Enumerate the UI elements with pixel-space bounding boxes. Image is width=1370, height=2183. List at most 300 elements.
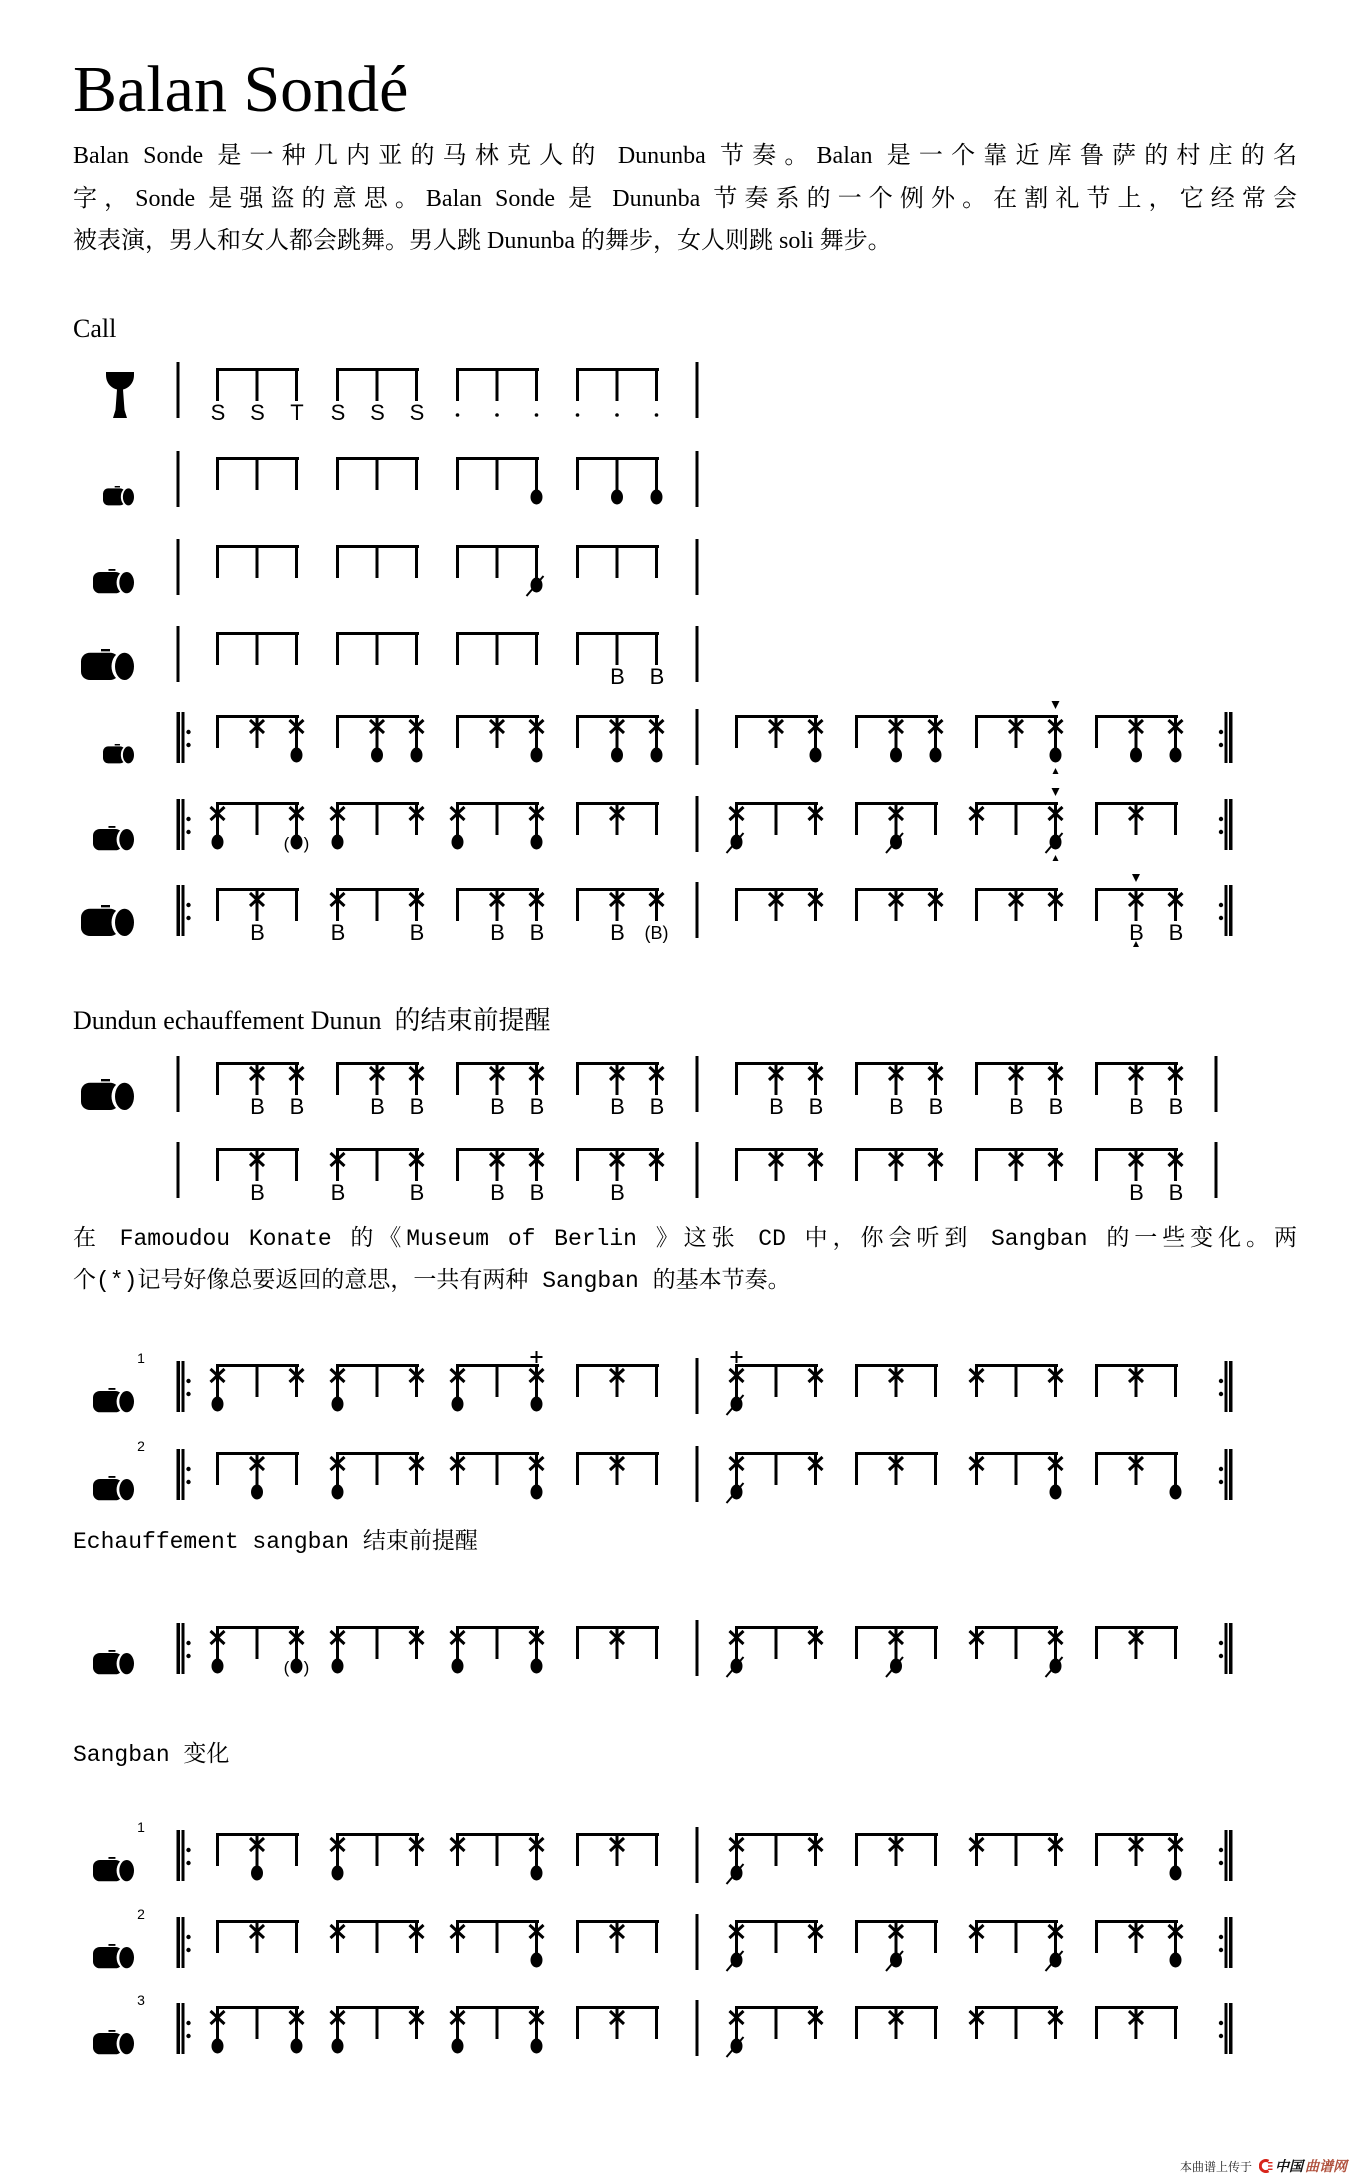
- note: [1046, 1920, 1063, 1971]
- stem: [1015, 888, 1018, 921]
- note: [809, 1148, 823, 1181]
- note: [576, 1452, 579, 1485]
- beat-group: [727, 802, 823, 853]
- stem: [934, 888, 937, 921]
- beat-group: [735, 1062, 823, 1119]
- stem: [496, 802, 499, 835]
- note: [1174, 802, 1177, 835]
- note: [211, 1626, 225, 1674]
- stem: [934, 715, 937, 748]
- stroke-letter: B: [529, 1180, 545, 1205]
- staff-notation: [0, 1344, 1370, 1434]
- note: [211, 802, 225, 850]
- stem: [735, 1062, 738, 1095]
- note: [331, 1626, 345, 1674]
- open-stroke-dot: [531, 2039, 543, 2054]
- stem: [576, 802, 579, 835]
- staff-call-djembe: [0, 348, 1370, 438]
- open-stroke-dot: [452, 835, 464, 850]
- stem: [216, 1833, 219, 1866]
- note: [456, 457, 459, 490]
- note: [250, 888, 265, 945]
- note: [1129, 2006, 1143, 2039]
- open-stroke-dot: [531, 1485, 543, 1500]
- stem: [376, 1833, 379, 1866]
- stem: [934, 1148, 937, 1181]
- note: [370, 715, 384, 763]
- accent-down-triangle: [1052, 788, 1060, 796]
- stem: [1054, 1062, 1057, 1095]
- barline: [696, 626, 699, 682]
- stem: [655, 888, 658, 921]
- stem: [295, 632, 298, 665]
- note: [415, 545, 418, 578]
- note: [284, 802, 310, 853]
- stem: [814, 1148, 817, 1181]
- drum-head: [115, 909, 134, 936]
- note: [1046, 1626, 1063, 1677]
- beat-group: [855, 1920, 938, 1971]
- paren-right: ): [303, 1658, 310, 1677]
- note: [1015, 1452, 1018, 1485]
- staff-notation: [0, 437, 1370, 527]
- stem: [735, 1148, 738, 1181]
- stem: [216, 802, 219, 835]
- note: [216, 888, 219, 921]
- paren-left: (: [283, 1658, 290, 1677]
- repeat-end-sign: [1219, 1830, 1233, 1881]
- stem: [775, 802, 778, 835]
- beat-group: [855, 1364, 938, 1397]
- stem: [256, 632, 259, 665]
- stem: [655, 1364, 658, 1397]
- stem: [216, 1626, 219, 1659]
- watermark: [1180, 2157, 1347, 2175]
- stem: [256, 1920, 259, 1953]
- beat-group: [576, 368, 659, 417]
- stem: [814, 715, 817, 748]
- stem: [1095, 715, 1098, 748]
- note: [376, 632, 379, 665]
- staff-dundun-echauffement-2: [0, 1128, 1370, 1218]
- sangban-icon: [93, 826, 134, 851]
- beat-group: [855, 1452, 938, 1485]
- stem: [1015, 1833, 1018, 1866]
- stroke-letter: B: [928, 1094, 944, 1119]
- beat-group: [576, 1920, 659, 1953]
- note: [855, 2006, 858, 2039]
- stem: [216, 2006, 219, 2039]
- repeat-start-sign: [177, 799, 191, 850]
- note: [410, 802, 424, 835]
- stem: [415, 1148, 418, 1181]
- stem: [376, 1062, 379, 1095]
- stem: [616, 1833, 619, 1866]
- sangban-icon: [93, 1650, 134, 1675]
- stem: [256, 802, 259, 835]
- note: [970, 802, 984, 835]
- beat-group: [211, 1364, 304, 1412]
- note: [1169, 1920, 1183, 1968]
- stem: [1015, 1148, 1018, 1181]
- stem: [576, 457, 579, 490]
- beat-group: [1095, 1452, 1182, 1500]
- stem: [336, 1062, 339, 1095]
- stem: [576, 368, 579, 401]
- note: [934, 1364, 937, 1397]
- stem: [216, 368, 219, 401]
- note: [576, 1626, 579, 1659]
- stem: [496, 1148, 499, 1181]
- note: [535, 632, 538, 665]
- sangban-note-line-1: 在 Famoudou Konate 的《Museum of Berlin 》这张 CD 中，你会听到 Sangban 的一些变化。两: [73, 1226, 1297, 1252]
- note: [295, 1920, 298, 1953]
- repeat-end-sign: [1219, 712, 1233, 763]
- beat-group: [216, 1452, 299, 1500]
- staff-notation: [0, 1813, 1370, 1903]
- staff-dundun-echauffement-1: [0, 1042, 1370, 1132]
- open-stroke-dot: [1170, 1953, 1182, 1968]
- stem: [895, 1062, 898, 1095]
- note: [970, 1920, 984, 1953]
- beat-group: [451, 1452, 544, 1500]
- note: [1095, 1626, 1098, 1659]
- note: [650, 715, 664, 763]
- open-stroke-dot: [1050, 1485, 1062, 1500]
- note: [809, 715, 823, 763]
- stem: [295, 888, 298, 921]
- stem: [576, 1062, 579, 1095]
- note: [1170, 1452, 1182, 1500]
- stem: [376, 1452, 379, 1485]
- stem: [535, 1062, 538, 1095]
- note: [531, 457, 543, 505]
- beat-group: [216, 1920, 299, 1953]
- stem: [256, 1833, 259, 1866]
- note: [284, 1626, 310, 1677]
- beat-group: [576, 1626, 659, 1659]
- variation-number: 1: [137, 1819, 145, 1835]
- beat-group: [211, 1626, 310, 1677]
- note: [456, 888, 459, 921]
- stroke-letter: B: [490, 1094, 505, 1119]
- stem: [216, 1148, 219, 1181]
- stem: [616, 632, 619, 665]
- note: [727, 1626, 744, 1677]
- note: [855, 715, 858, 748]
- open-stroke-dot: [1130, 748, 1142, 763]
- stroke-letter: S: [370, 400, 385, 425]
- stem: [336, 2006, 339, 2039]
- beat-group: [576, 888, 669, 945]
- note: [1095, 1364, 1098, 1397]
- stem: [934, 1452, 937, 1485]
- note: [216, 632, 219, 665]
- note: [376, 1452, 379, 1485]
- drum-stick: [108, 2030, 115, 2032]
- note: [331, 1452, 345, 1500]
- stem: [295, 1920, 298, 1953]
- beat-group: [855, 2006, 938, 2039]
- note: [975, 1148, 978, 1181]
- beat-group: [216, 457, 299, 490]
- staff-sangban-variation-2: [0, 1900, 1370, 1990]
- beat-group: [576, 802, 659, 835]
- stem: [655, 1148, 658, 1181]
- stem: [934, 1920, 937, 1953]
- note: [975, 1062, 978, 1095]
- stem: [735, 1452, 738, 1485]
- site-logo: [1259, 2156, 1347, 2176]
- note: [336, 632, 339, 665]
- stroke-letter: B: [610, 920, 625, 945]
- stem: [456, 802, 459, 835]
- staff-main-sangban: [0, 782, 1370, 872]
- stroke-letter: B: [1129, 1180, 1144, 1205]
- barline: [696, 1620, 699, 1676]
- stem: [814, 802, 817, 835]
- note: [331, 1148, 346, 1205]
- stem: [295, 1833, 298, 1866]
- stem: [1174, 1148, 1177, 1181]
- note: [576, 2006, 579, 2039]
- note: [929, 1148, 943, 1181]
- note: [934, 1833, 937, 1866]
- stem: [895, 802, 898, 835]
- stem: [1054, 2006, 1057, 2039]
- stem: [216, 545, 219, 578]
- note: [809, 802, 823, 835]
- drum-head: [123, 488, 134, 505]
- staff-notation: [0, 695, 1370, 785]
- note: [290, 715, 304, 763]
- stem: [1095, 888, 1098, 921]
- stem: [1095, 1364, 1098, 1397]
- stem: [456, 1626, 459, 1659]
- note: [645, 888, 669, 943]
- stroke-letter: T: [290, 400, 304, 425]
- stem: [1054, 1920, 1057, 1953]
- stroke-letter: B: [409, 920, 425, 945]
- note: [809, 1364, 823, 1397]
- djembe-shape: [106, 372, 134, 418]
- repeat-end-sign: [1219, 1623, 1233, 1674]
- note: [576, 545, 579, 578]
- stem: [735, 888, 738, 921]
- stem: [415, 1833, 418, 1866]
- open-stroke-dot: [251, 1866, 263, 1881]
- stem: [975, 1833, 978, 1866]
- open-stroke-dot: [332, 1659, 344, 1674]
- stem: [456, 888, 459, 921]
- note: [530, 888, 545, 945]
- note: [1095, 1062, 1098, 1095]
- note: [370, 368, 385, 425]
- note: [530, 715, 544, 763]
- note: [809, 1920, 823, 1953]
- beat-group: [331, 888, 425, 945]
- stem: [895, 2006, 898, 2039]
- note: [1049, 888, 1063, 921]
- open-stroke-dot: [452, 1659, 464, 1674]
- staff-sangban-basic-2: [0, 1432, 1370, 1522]
- beat-group: [451, 1351, 544, 1412]
- beat-group: [451, 2006, 544, 2054]
- stem: [616, 802, 619, 835]
- open-stroke-dot: [332, 1485, 344, 1500]
- beat-group: [855, 1062, 943, 1119]
- stroke-letter: B: [610, 1180, 625, 1205]
- note: [727, 1920, 744, 1971]
- drum-head: [119, 572, 134, 593]
- note: [650, 1062, 665, 1119]
- note: [216, 545, 219, 578]
- beat-group: [970, 1364, 1063, 1397]
- open-stroke-dot: [332, 1397, 344, 1412]
- beat-group: [451, 1626, 544, 1674]
- note: [331, 2006, 345, 2054]
- stem: [256, 368, 259, 401]
- stem: [535, 1452, 538, 1485]
- note: [410, 1062, 425, 1119]
- stem: [895, 1452, 898, 1485]
- stem: [415, 632, 418, 665]
- note: [1129, 1920, 1143, 1953]
- stem: [1095, 1062, 1098, 1095]
- stem: [616, 888, 619, 921]
- stroke-letter: B: [330, 920, 346, 945]
- note: [451, 802, 465, 850]
- note: [295, 1148, 298, 1181]
- note: [610, 1833, 624, 1866]
- note: [1015, 1626, 1018, 1659]
- barline: [696, 1056, 699, 1112]
- barline: [177, 626, 180, 682]
- stem: [376, 368, 379, 401]
- dundunba-icon: [81, 1079, 135, 1111]
- stem: [655, 1833, 658, 1866]
- stem: [1054, 715, 1057, 748]
- stem: [535, 1626, 538, 1659]
- open-stroke-dot: [531, 1659, 543, 1674]
- drum-stick: [115, 744, 120, 745]
- stem: [456, 1364, 459, 1397]
- stem: [735, 2006, 738, 2039]
- note: [855, 802, 858, 835]
- sangban-icon: [93, 1944, 134, 1969]
- stem: [496, 715, 499, 748]
- open-stroke-dot: [1170, 1485, 1182, 1500]
- barline: [696, 1358, 699, 1414]
- stem: [496, 1364, 499, 1397]
- beat-group: [855, 715, 943, 763]
- djembe-icon: [106, 372, 134, 418]
- beat-group: [456, 545, 544, 596]
- note: [376, 1364, 379, 1397]
- stem: [975, 1920, 978, 1953]
- note: [1095, 715, 1098, 748]
- stem: [336, 715, 339, 748]
- note: [496, 632, 499, 665]
- note: [727, 1833, 744, 1884]
- barline: [696, 1446, 699, 1502]
- note: [655, 368, 659, 417]
- open-stroke-dot: [531, 835, 543, 850]
- beat-group: [576, 2006, 659, 2039]
- beat-group: [336, 1062, 424, 1119]
- stem: [496, 545, 499, 578]
- note: [456, 632, 459, 665]
- note: [331, 888, 346, 945]
- stem: [655, 1452, 658, 1485]
- logo-text-primary: 中国: [1275, 2159, 1304, 2175]
- stem: [456, 1920, 459, 1953]
- rest-dot: [655, 413, 659, 417]
- stroke-letter: B: [529, 920, 545, 945]
- stem: [496, 1062, 499, 1095]
- staff-notation: [0, 348, 1370, 438]
- stem: [216, 1920, 219, 1953]
- drum-stick: [108, 569, 115, 571]
- stroke-letter: B: [649, 664, 665, 689]
- note: [1009, 888, 1023, 921]
- repeat-start-sign: [177, 1830, 191, 1881]
- stem: [1015, 1452, 1018, 1485]
- stem: [456, 2006, 459, 2039]
- stroke-letter: B: [1168, 1180, 1184, 1205]
- note: [250, 1833, 264, 1881]
- note: [576, 368, 580, 417]
- note: [934, 802, 937, 835]
- note: [410, 1626, 424, 1659]
- beat-group: [331, 1148, 425, 1205]
- note: [576, 802, 579, 835]
- note: [216, 457, 219, 490]
- note: [855, 1364, 858, 1397]
- stem: [535, 1148, 538, 1181]
- stem: [616, 2006, 619, 2039]
- stem: [256, 1452, 259, 1485]
- stem: [616, 715, 619, 748]
- stem: [655, 1062, 658, 1095]
- beat-group: [331, 1833, 424, 1881]
- beat-group: [576, 632, 664, 689]
- note: [775, 802, 778, 835]
- stem: [616, 1920, 619, 1953]
- stem: [376, 802, 379, 835]
- staff-notation: [0, 1128, 1370, 1218]
- note: [216, 1452, 219, 1485]
- barline: [1215, 1142, 1218, 1198]
- stem: [576, 1364, 579, 1397]
- note: [1015, 2006, 1018, 2039]
- note: [376, 2006, 379, 2039]
- note: [295, 457, 298, 490]
- stem: [934, 802, 937, 835]
- beat-group: [331, 2006, 424, 2054]
- note: [290, 2006, 304, 2054]
- beat-group: [1095, 1626, 1178, 1659]
- stem: [456, 368, 459, 401]
- stem: [216, 715, 219, 748]
- note: [576, 1833, 579, 1866]
- note: [256, 545, 259, 578]
- paren-left: (: [283, 834, 290, 853]
- stem: [256, 1062, 259, 1095]
- stem: [336, 457, 339, 490]
- note: [970, 1833, 984, 1866]
- note: [490, 1062, 505, 1119]
